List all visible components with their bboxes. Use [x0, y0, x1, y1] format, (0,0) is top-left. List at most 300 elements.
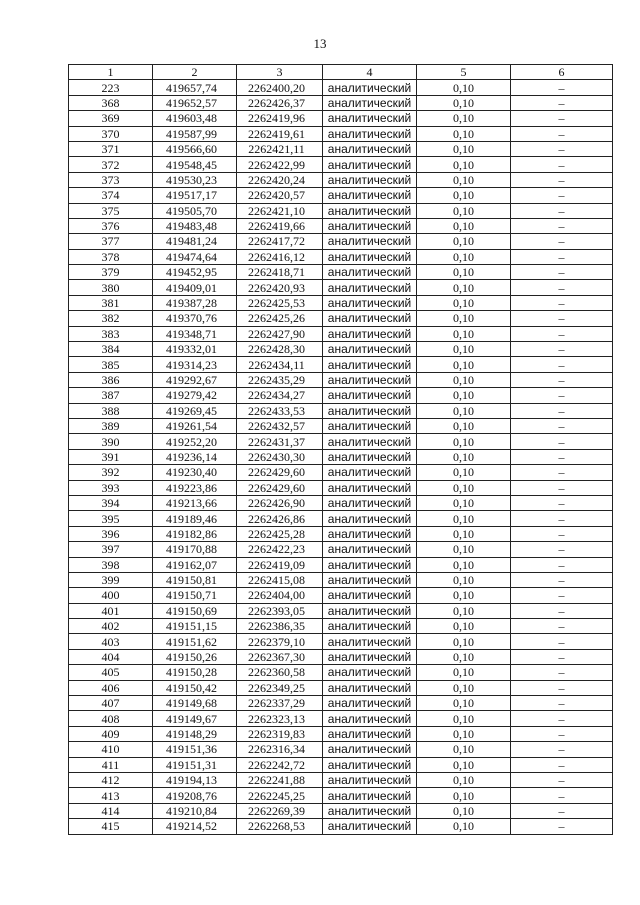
method-cell: аналитический	[323, 588, 417, 603]
note-cell: –	[511, 557, 613, 572]
point-number-cell: 384	[69, 342, 153, 357]
method-cell: аналитический	[323, 434, 417, 449]
point-number-cell: 405	[69, 665, 153, 680]
x-coordinate-cell: 419483,48	[153, 218, 237, 233]
accuracy-cell: 0,10	[417, 418, 511, 433]
accuracy-cell: 0,10	[417, 141, 511, 156]
note-cell: –	[511, 526, 613, 541]
x-coordinate-cell: 419210,84	[153, 803, 237, 818]
point-number-cell: 386	[69, 372, 153, 387]
accuracy-cell: 0,10	[417, 788, 511, 803]
x-coordinate-cell: 419530,23	[153, 172, 237, 187]
table-row	[69, 311, 613, 326]
x-coordinate-cell: 419481,24	[153, 234, 237, 249]
accuracy-cell: 0,10	[417, 757, 511, 772]
accuracy-cell: 0,10	[417, 172, 511, 187]
method-cell: аналитический	[323, 403, 417, 418]
y-coordinate-cell: 2262426,86	[237, 511, 323, 526]
x-coordinate-cell: 419236,14	[153, 449, 237, 464]
x-coordinate-cell: 419587,99	[153, 126, 237, 141]
method-cell: аналитический	[323, 172, 417, 187]
table-row	[69, 680, 613, 695]
y-coordinate-cell: 2262393,05	[237, 603, 323, 618]
table-row	[69, 542, 613, 557]
accuracy-cell: 0,10	[417, 449, 511, 464]
x-coordinate-cell: 419387,28	[153, 295, 237, 310]
column-header: 6	[511, 65, 613, 80]
point-number-cell: 369	[69, 111, 153, 126]
note-cell: –	[511, 480, 613, 495]
method-cell: аналитический	[323, 311, 417, 326]
note-cell: –	[511, 311, 613, 326]
y-coordinate-cell: 2262434,11	[237, 357, 323, 372]
accuracy-cell: 0,10	[417, 188, 511, 203]
accuracy-cell: 0,10	[417, 711, 511, 726]
table-row	[69, 126, 613, 141]
table-row	[69, 772, 613, 787]
point-number-cell: 376	[69, 218, 153, 233]
accuracy-cell: 0,10	[417, 111, 511, 126]
accuracy-cell: 0,10	[417, 542, 511, 557]
point-number-cell: 411	[69, 757, 153, 772]
x-coordinate-cell: 419151,31	[153, 757, 237, 772]
point-number-cell: 404	[69, 649, 153, 664]
point-number-cell: 390	[69, 434, 153, 449]
accuracy-cell: 0,10	[417, 819, 511, 834]
point-number-cell: 401	[69, 603, 153, 618]
x-coordinate-cell: 419150,71	[153, 588, 237, 603]
method-cell: аналитический	[323, 418, 417, 433]
table-row	[69, 557, 613, 572]
note-cell: –	[511, 757, 613, 772]
x-coordinate-cell: 419151,36	[153, 742, 237, 757]
y-coordinate-cell: 2262316,34	[237, 742, 323, 757]
accuracy-cell: 0,10	[417, 234, 511, 249]
column-header: 3	[237, 65, 323, 80]
point-number-cell: 406	[69, 680, 153, 695]
method-cell: аналитический	[323, 80, 417, 95]
note-cell: –	[511, 465, 613, 480]
y-coordinate-cell: 2262420,24	[237, 172, 323, 187]
accuracy-cell: 0,10	[417, 342, 511, 357]
accuracy-cell: 0,10	[417, 80, 511, 95]
accuracy-cell: 0,10	[417, 372, 511, 387]
note-cell: –	[511, 203, 613, 218]
table-row	[69, 819, 613, 834]
table-header-row	[69, 65, 613, 80]
point-number-cell: 403	[69, 634, 153, 649]
note-cell: –	[511, 126, 613, 141]
accuracy-cell: 0,10	[417, 511, 511, 526]
x-coordinate-cell: 419603,48	[153, 111, 237, 126]
accuracy-cell: 0,10	[417, 572, 511, 587]
x-coordinate-cell: 419150,28	[153, 665, 237, 680]
y-coordinate-cell: 2262429,60	[237, 465, 323, 480]
method-cell: аналитический	[323, 603, 417, 618]
y-coordinate-cell: 2262421,10	[237, 203, 323, 218]
accuracy-cell: 0,10	[417, 557, 511, 572]
point-number-cell: 407	[69, 696, 153, 711]
note-cell: –	[511, 157, 613, 172]
table-row	[69, 188, 613, 203]
method-cell: аналитический	[323, 388, 417, 403]
note-cell: –	[511, 649, 613, 664]
x-coordinate-cell: 419474,64	[153, 249, 237, 264]
method-cell: аналитический	[323, 726, 417, 741]
note-cell: –	[511, 603, 613, 618]
x-coordinate-cell: 419332,01	[153, 342, 237, 357]
x-coordinate-cell: 419279,42	[153, 388, 237, 403]
y-coordinate-cell: 2262426,90	[237, 495, 323, 510]
method-cell: аналитический	[323, 95, 417, 110]
table-row	[69, 95, 613, 110]
method-cell: аналитический	[323, 819, 417, 834]
method-cell: аналитический	[323, 111, 417, 126]
y-coordinate-cell: 2262430,30	[237, 449, 323, 464]
point-number-cell: 378	[69, 249, 153, 264]
note-cell: –	[511, 665, 613, 680]
note-cell: –	[511, 711, 613, 726]
point-number-cell: 400	[69, 588, 153, 603]
note-cell: –	[511, 449, 613, 464]
accuracy-cell: 0,10	[417, 772, 511, 787]
note-cell: –	[511, 188, 613, 203]
x-coordinate-cell: 419150,26	[153, 649, 237, 664]
method-cell: аналитический	[323, 803, 417, 818]
method-cell: аналитический	[323, 188, 417, 203]
accuracy-cell: 0,10	[417, 680, 511, 695]
table-row	[69, 619, 613, 634]
y-coordinate-cell: 2262420,93	[237, 280, 323, 295]
table-row	[69, 788, 613, 803]
y-coordinate-cell: 2262337,29	[237, 696, 323, 711]
point-number-cell: 391	[69, 449, 153, 464]
y-coordinate-cell: 2262268,53	[237, 819, 323, 834]
note-cell: –	[511, 819, 613, 834]
note-cell: –	[511, 357, 613, 372]
note-cell: –	[511, 218, 613, 233]
method-cell: аналитический	[323, 772, 417, 787]
column-header: 5	[417, 65, 511, 80]
accuracy-cell: 0,10	[417, 311, 511, 326]
method-cell: аналитический	[323, 619, 417, 634]
x-coordinate-cell: 419148,29	[153, 726, 237, 741]
point-number-cell: 380	[69, 280, 153, 295]
point-number-cell: 398	[69, 557, 153, 572]
accuracy-cell: 0,10	[417, 649, 511, 664]
y-coordinate-cell: 2262432,57	[237, 418, 323, 433]
point-number-cell: 371	[69, 141, 153, 156]
note-cell: –	[511, 726, 613, 741]
y-coordinate-cell: 2262431,37	[237, 434, 323, 449]
accuracy-cell: 0,10	[417, 203, 511, 218]
table-row	[69, 603, 613, 618]
method-cell: аналитический	[323, 649, 417, 664]
point-number-cell: 383	[69, 326, 153, 341]
point-number-cell: 394	[69, 495, 153, 510]
y-coordinate-cell: 2262420,57	[237, 188, 323, 203]
method-cell: аналитический	[323, 665, 417, 680]
y-coordinate-cell: 2262427,90	[237, 326, 323, 341]
method-cell: аналитический	[323, 742, 417, 757]
x-coordinate-cell: 419314,23	[153, 357, 237, 372]
method-cell: аналитический	[323, 680, 417, 695]
table-row	[69, 449, 613, 464]
method-cell: аналитический	[323, 203, 417, 218]
y-coordinate-cell: 2262419,96	[237, 111, 323, 126]
method-cell: аналитический	[323, 357, 417, 372]
accuracy-cell: 0,10	[417, 326, 511, 341]
method-cell: аналитический	[323, 495, 417, 510]
x-coordinate-cell: 419149,67	[153, 711, 237, 726]
column-header: 1	[69, 65, 153, 80]
accuracy-cell: 0,10	[417, 295, 511, 310]
table-row	[69, 295, 613, 310]
point-number-cell: 368	[69, 95, 153, 110]
y-coordinate-cell: 2262429,60	[237, 480, 323, 495]
x-coordinate-cell: 419230,40	[153, 465, 237, 480]
table-row	[69, 157, 613, 172]
point-number-cell: 408	[69, 711, 153, 726]
table-row	[69, 357, 613, 372]
note-cell: –	[511, 588, 613, 603]
note-cell: –	[511, 403, 613, 418]
point-number-cell: 412	[69, 772, 153, 787]
accuracy-cell: 0,10	[417, 218, 511, 233]
method-cell: аналитический	[323, 526, 417, 541]
x-coordinate-cell: 419292,67	[153, 372, 237, 387]
table-row	[69, 634, 613, 649]
y-coordinate-cell: 2262422,23	[237, 542, 323, 557]
note-cell: –	[511, 680, 613, 695]
note-cell: –	[511, 772, 613, 787]
y-coordinate-cell: 2262434,27	[237, 388, 323, 403]
method-cell: аналитический	[323, 249, 417, 264]
coordinates-table	[68, 64, 613, 835]
note-cell: –	[511, 80, 613, 95]
point-number-cell: 377	[69, 234, 153, 249]
note-cell: –	[511, 495, 613, 510]
x-coordinate-cell: 419370,76	[153, 311, 237, 326]
accuracy-cell: 0,10	[417, 495, 511, 510]
y-coordinate-cell: 2262242,72	[237, 757, 323, 772]
accuracy-cell: 0,10	[417, 465, 511, 480]
x-coordinate-cell: 419151,15	[153, 619, 237, 634]
x-coordinate-cell: 419652,57	[153, 95, 237, 110]
x-coordinate-cell: 419162,07	[153, 557, 237, 572]
y-coordinate-cell: 2262421,11	[237, 141, 323, 156]
method-cell: аналитический	[323, 234, 417, 249]
table-row	[69, 526, 613, 541]
y-coordinate-cell: 2262435,29	[237, 372, 323, 387]
point-number-cell: 414	[69, 803, 153, 818]
point-number-cell: 223	[69, 80, 153, 95]
table-row	[69, 234, 613, 249]
table-row	[69, 172, 613, 187]
note-cell: –	[511, 249, 613, 264]
method-cell: аналитический	[323, 218, 417, 233]
table-row	[69, 372, 613, 387]
table-row	[69, 326, 613, 341]
accuracy-cell: 0,10	[417, 403, 511, 418]
note-cell: –	[511, 634, 613, 649]
accuracy-cell: 0,10	[417, 157, 511, 172]
note-cell: –	[511, 372, 613, 387]
accuracy-cell: 0,10	[417, 265, 511, 280]
note-cell: –	[511, 295, 613, 310]
point-number-cell: 410	[69, 742, 153, 757]
point-number-cell: 392	[69, 465, 153, 480]
point-number-cell: 370	[69, 126, 153, 141]
table-row	[69, 203, 613, 218]
y-coordinate-cell: 2262404,00	[237, 588, 323, 603]
point-number-cell: 399	[69, 572, 153, 587]
x-coordinate-cell: 419409,01	[153, 280, 237, 295]
y-coordinate-cell: 2262386,35	[237, 619, 323, 634]
table-row	[69, 280, 613, 295]
table-row	[69, 696, 613, 711]
x-coordinate-cell: 419150,81	[153, 572, 237, 587]
y-coordinate-cell: 2262417,72	[237, 234, 323, 249]
point-number-cell: 402	[69, 619, 153, 634]
point-number-cell: 389	[69, 418, 153, 433]
x-coordinate-cell: 419548,45	[153, 157, 237, 172]
method-cell: аналитический	[323, 449, 417, 464]
x-coordinate-cell: 419189,46	[153, 511, 237, 526]
point-number-cell: 409	[69, 726, 153, 741]
point-number-cell: 375	[69, 203, 153, 218]
y-coordinate-cell: 2262367,30	[237, 649, 323, 664]
note-cell: –	[511, 388, 613, 403]
point-number-cell: 395	[69, 511, 153, 526]
note-cell: –	[511, 696, 613, 711]
method-cell: аналитический	[323, 788, 417, 803]
point-number-cell: 388	[69, 403, 153, 418]
point-number-cell: 374	[69, 188, 153, 203]
x-coordinate-cell: 419517,17	[153, 188, 237, 203]
y-coordinate-cell: 2262428,30	[237, 342, 323, 357]
note-cell: –	[511, 434, 613, 449]
note-cell: –	[511, 326, 613, 341]
method-cell: аналитический	[323, 634, 417, 649]
accuracy-cell: 0,10	[417, 480, 511, 495]
table-row	[69, 141, 613, 156]
method-cell: аналитический	[323, 280, 417, 295]
y-coordinate-cell: 2262425,26	[237, 311, 323, 326]
method-cell: аналитический	[323, 480, 417, 495]
point-number-cell: 415	[69, 819, 153, 834]
accuracy-cell: 0,10	[417, 526, 511, 541]
note-cell: –	[511, 342, 613, 357]
y-coordinate-cell: 2262425,53	[237, 295, 323, 310]
note-cell: –	[511, 788, 613, 803]
x-coordinate-cell: 419657,74	[153, 80, 237, 95]
x-coordinate-cell: 419505,70	[153, 203, 237, 218]
table-row	[69, 265, 613, 280]
y-coordinate-cell: 2262419,66	[237, 218, 323, 233]
x-coordinate-cell: 419149,68	[153, 696, 237, 711]
x-coordinate-cell: 419170,88	[153, 542, 237, 557]
x-coordinate-cell: 419348,71	[153, 326, 237, 341]
table-row	[69, 342, 613, 357]
y-coordinate-cell: 2262425,28	[237, 526, 323, 541]
accuracy-cell: 0,10	[417, 696, 511, 711]
table-row	[69, 572, 613, 587]
x-coordinate-cell: 419261,54	[153, 418, 237, 433]
method-cell: аналитический	[323, 265, 417, 280]
note-cell: –	[511, 619, 613, 634]
note-cell: –	[511, 234, 613, 249]
note-cell: –	[511, 141, 613, 156]
table-row	[69, 403, 613, 418]
point-number-cell: 381	[69, 295, 153, 310]
method-cell: аналитический	[323, 295, 417, 310]
y-coordinate-cell: 2262349,25	[237, 680, 323, 695]
point-number-cell: 397	[69, 542, 153, 557]
method-cell: аналитический	[323, 157, 417, 172]
point-number-cell: 379	[69, 265, 153, 280]
method-cell: аналитический	[323, 542, 417, 557]
accuracy-cell: 0,10	[417, 588, 511, 603]
note-cell: –	[511, 572, 613, 587]
accuracy-cell: 0,10	[417, 726, 511, 741]
accuracy-cell: 0,10	[417, 619, 511, 634]
table-row	[69, 388, 613, 403]
y-coordinate-cell: 2262426,37	[237, 95, 323, 110]
table-row	[69, 803, 613, 818]
x-coordinate-cell: 419194,13	[153, 772, 237, 787]
y-coordinate-cell: 2262241,88	[237, 772, 323, 787]
y-coordinate-cell: 2262415,08	[237, 572, 323, 587]
y-coordinate-cell: 2262269,39	[237, 803, 323, 818]
table-body	[69, 80, 613, 834]
accuracy-cell: 0,10	[417, 249, 511, 264]
point-number-cell: 396	[69, 526, 153, 541]
method-cell: аналитический	[323, 757, 417, 772]
method-cell: аналитический	[323, 465, 417, 480]
table-row	[69, 111, 613, 126]
note-cell: –	[511, 803, 613, 818]
accuracy-cell: 0,10	[417, 388, 511, 403]
table-row	[69, 249, 613, 264]
method-cell: аналитический	[323, 511, 417, 526]
table-row	[69, 649, 613, 664]
point-number-cell: 393	[69, 480, 153, 495]
x-coordinate-cell: 419208,76	[153, 788, 237, 803]
accuracy-cell: 0,10	[417, 634, 511, 649]
point-number-cell: 372	[69, 157, 153, 172]
method-cell: аналитический	[323, 711, 417, 726]
point-number-cell: 385	[69, 357, 153, 372]
accuracy-cell: 0,10	[417, 126, 511, 141]
table-row	[69, 418, 613, 433]
note-cell: –	[511, 111, 613, 126]
y-coordinate-cell: 2262433,53	[237, 403, 323, 418]
x-coordinate-cell: 419182,86	[153, 526, 237, 541]
note-cell: –	[511, 265, 613, 280]
x-coordinate-cell: 419150,69	[153, 603, 237, 618]
accuracy-cell: 0,10	[417, 357, 511, 372]
x-coordinate-cell: 419452,95	[153, 265, 237, 280]
method-cell: аналитический	[323, 557, 417, 572]
point-number-cell: 382	[69, 311, 153, 326]
table-row	[69, 511, 613, 526]
y-coordinate-cell: 2262418,71	[237, 265, 323, 280]
accuracy-cell: 0,10	[417, 95, 511, 110]
method-cell: аналитический	[323, 696, 417, 711]
x-coordinate-cell: 419151,62	[153, 634, 237, 649]
y-coordinate-cell: 2262245,25	[237, 788, 323, 803]
